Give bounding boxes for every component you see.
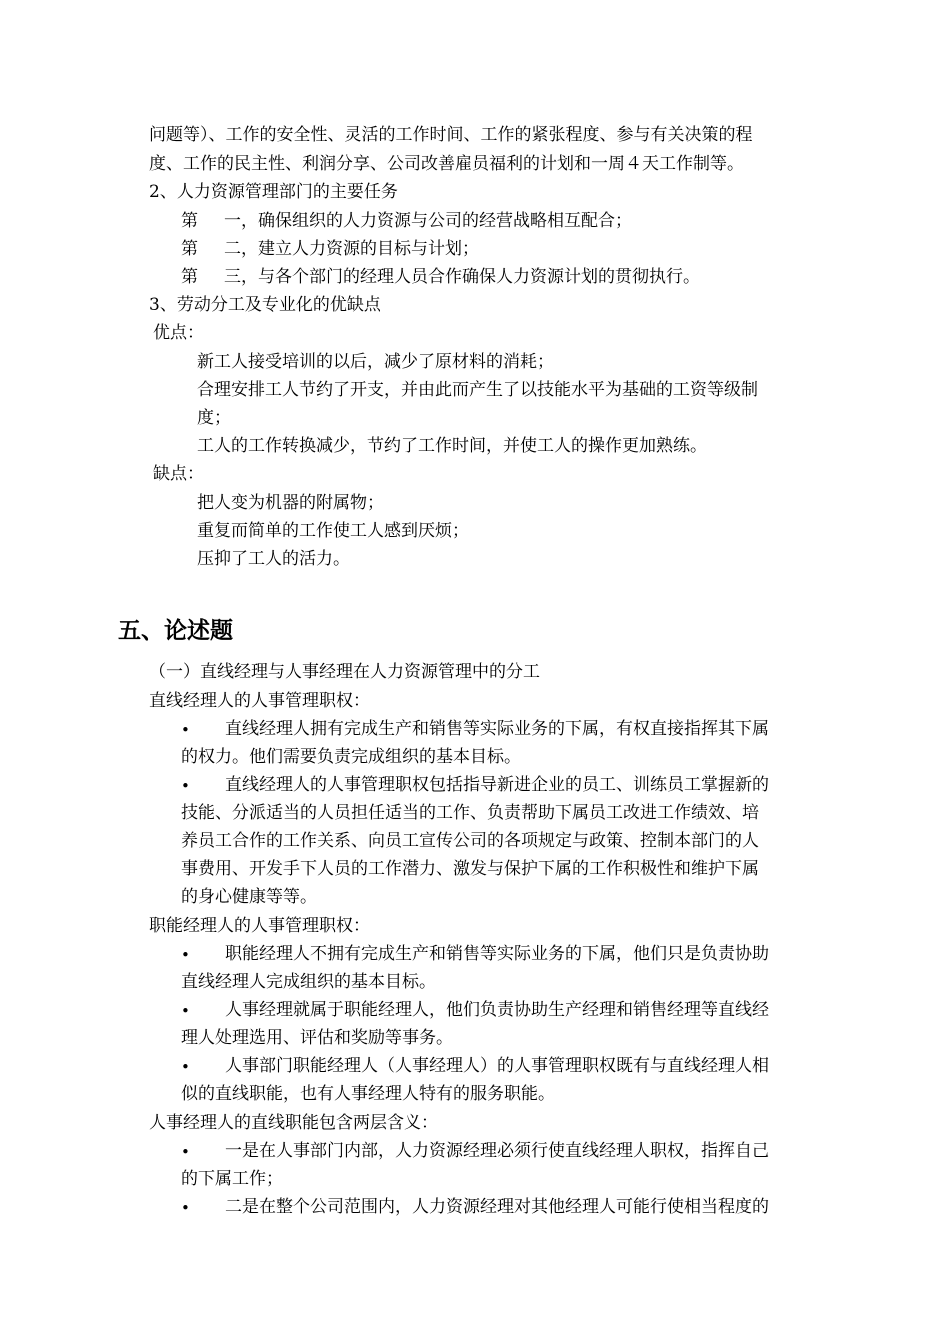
body-line: 的身心健康等等。 bbox=[181, 887, 317, 907]
list-ordinal: 第 bbox=[181, 211, 198, 231]
body-line: 人事经理就属于职能经理人，他们负责协助生产经理和销售经理等直线经 bbox=[225, 1000, 769, 1020]
body-line: 度、工作的民主性、利润分享、公司改善雇员福利的计划和一周４天工作制等。 bbox=[149, 154, 744, 174]
pros-label: 优点： bbox=[153, 323, 204, 343]
bullet: • bbox=[181, 777, 190, 795]
body-line: 把人变为机器的附属物； bbox=[197, 493, 384, 513]
question-title: 3、劳动分工及专业化的优缺点 bbox=[149, 295, 381, 315]
body-line: 新工人接受培训的以后，减少了原材料的消耗； bbox=[197, 352, 554, 372]
list-item bbox=[181, 266, 700, 288]
body-line: 合理安排工人节约了开支，并由此而产生了以技能水平为基础的工资等级制 bbox=[197, 380, 758, 400]
list-ordinal: 第 bbox=[181, 239, 198, 259]
body-line: 的权力。他们需要负责完成组织的基本目标。 bbox=[181, 747, 521, 767]
body-line: 工人的工作转换减少，节约了工作时间，并使工人的操作更加熟练。 bbox=[197, 436, 707, 456]
list-item-text: 三，与各个部门的经理人员合作确保人力资源计划的贯彻执行。 bbox=[224, 267, 700, 287]
bullet: • bbox=[181, 1199, 190, 1217]
body-line: 的下属工作； bbox=[181, 1169, 283, 1189]
list-ordinal: 第 bbox=[181, 267, 198, 287]
body-line: 直线经理人完成组织的基本目标。 bbox=[181, 972, 436, 992]
list-item-text: 一，确保组织的人力资源与公司的经营战略相互配合； bbox=[224, 211, 632, 231]
body-line: 似的直线职能，也有人事经理人特有的服务职能。 bbox=[181, 1084, 555, 1104]
body-line: 养员工合作的工作关系、向员工宣传公司的各项规定与政策、控制本部门的人 bbox=[181, 831, 759, 851]
paragraph-label: 直线经理人的人事管理职权： bbox=[149, 691, 370, 711]
body-line: 问题等）、工作的安全性、灵活的工作时间、工作的紧张程度、参与有关决策的程 bbox=[149, 125, 753, 145]
body-line: 理人处理选用、评估和奖励等事务。 bbox=[181, 1028, 453, 1048]
body-line: 直线经理人的人事管理职权包括指导新进企业的员工、训练员工掌握新的 bbox=[225, 775, 769, 795]
list-item bbox=[181, 210, 632, 232]
sub-heading: （一）直线经理与人事经理在人力资源管理中的分工 bbox=[149, 662, 540, 682]
bullet: • bbox=[181, 1143, 190, 1161]
paragraph-label: 职能经理人的人事管理职权： bbox=[149, 916, 370, 936]
question-title: 2、人力资源管理部门的主要任务 bbox=[149, 182, 398, 202]
body-line: 压抑了工人的活力。 bbox=[197, 549, 350, 569]
bullet: • bbox=[181, 1002, 190, 1020]
body-line: 二是在整个公司范围内，人力资源经理对其他经理人可能行使相当程度的 bbox=[225, 1197, 769, 1217]
body-line: 职能经理人不拥有完成生产和销售等实际业务的下属，他们只是负责协助 bbox=[225, 944, 769, 964]
body-line: 技能、分派适当的人员担任适当的工作、负责帮助下属员工改进工作绩效、培 bbox=[181, 803, 759, 823]
list-item-text: 二，建立人力资源的目标与计划； bbox=[224, 239, 479, 259]
paragraph-label: 人事经理人的直线职能包含两层含义： bbox=[149, 1113, 438, 1133]
list-item bbox=[181, 238, 479, 260]
bullet: • bbox=[181, 946, 190, 964]
section-heading: 五、论述题 bbox=[118, 618, 233, 644]
body-line: 重复而简单的工作使工人感到厌烦； bbox=[197, 521, 469, 541]
body-line: 度； bbox=[197, 408, 231, 428]
cons-label: 缺点： bbox=[153, 464, 204, 484]
bullet: • bbox=[181, 1058, 190, 1076]
body-line: 一是在人事部门内部，人力资源经理必须行使直线经理人职权，指挥自己 bbox=[225, 1141, 769, 1161]
body-line: 直线经理人拥有完成生产和销售等实际业务的下属，有权直接指挥其下属 bbox=[225, 719, 769, 739]
body-line: 事费用、开发手下人员的工作潜力、激发与保护下属的工作积极性和维护下属 bbox=[181, 859, 759, 879]
bullet: • bbox=[181, 721, 190, 739]
body-line: 人事部门职能经理人（人事经理人）的人事管理职权既有与直线经理人相 bbox=[225, 1056, 769, 1076]
